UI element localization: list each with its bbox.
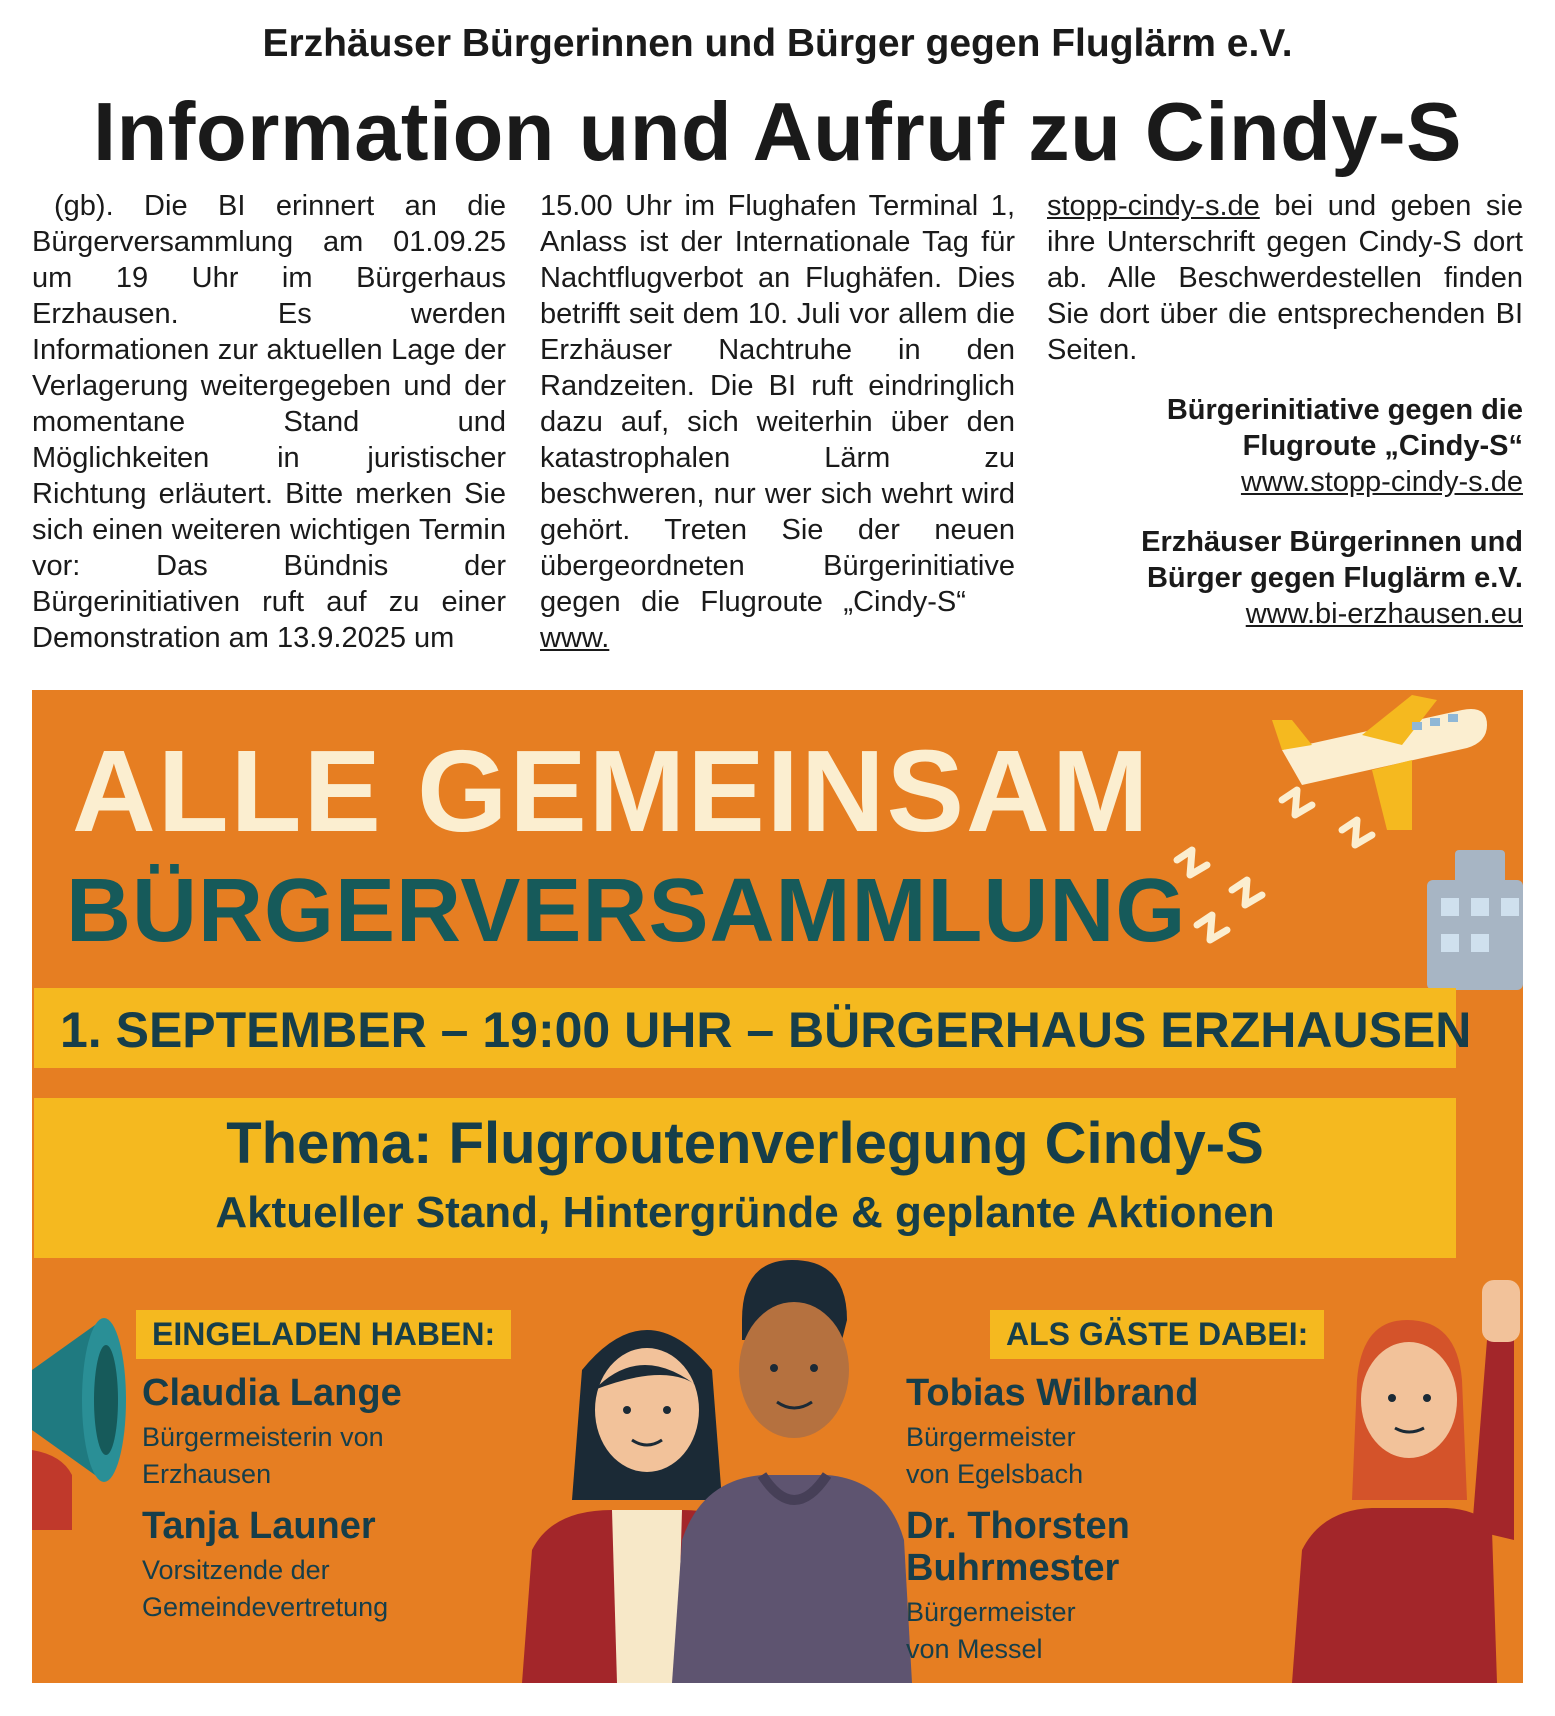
invited-1-role-line1: Bürgermeisterin von [142,1422,384,1452]
article-text-col3-body: bei und geben sie ihre Unterschrift gegen Cindy-S dort ab. Alle Beschwerdestellen finden Sie dort über die entsprechenden BI Seiten. [1047,190,1523,366]
invited-2-name: Tanja Launer [142,1505,376,1547]
signature-1-line2: Flugroute „Cindy-S“ [1242,430,1523,462]
invited-2-role-line1: Vorsitzende der [142,1555,330,1585]
article-link-part2[interactable]: stopp-cindy-s.de [1047,190,1260,222]
guest-2-name-line2: Buhrmester [906,1547,1120,1589]
invited-label: EINGELADEN HABEN: [136,1310,511,1359]
signature-2-line2: Bürger gegen Fluglärm e.V. [1146,562,1523,594]
article-column-1 [32,188,506,656]
guest-1-name: Tobias Wilbrand [906,1372,1199,1414]
article-column-2 [540,188,1015,656]
article-text-col3 [1047,188,1523,368]
poster-theme-sub: Aktueller Stand, Hintergründe & geplante Aktionen [215,1188,1275,1237]
poster-subtitle: BÜRGERVERSAMMLUNG [66,861,1187,961]
organisation-line: Erzhäuser Bürgerinnen und Bürger gegen Fluglärm e.V. [262,22,1293,65]
noise-zigzag-icon [1172,780,1412,950]
guest-2-name-line1: Dr. Thorsten [906,1505,1130,1547]
poster-title: ALLE GEMEINSAM [72,726,1151,856]
invited-2-role-line2: Gemeindevertretung [142,1592,389,1622]
article-text-col2 [540,188,1015,656]
guest-2-role-line1: Bürgermeister [906,1597,1076,1627]
article-link-part1[interactable]: www. [540,622,610,654]
event-poster [32,690,1523,1683]
building-icon [1427,850,1523,990]
megaphone-icon [32,1280,142,1530]
article-column-3 [1047,188,1523,632]
signature-2-line1: Erzhäuser Bürgerinnen und [1141,526,1523,558]
poster-date-line: 1. SEPTEMBER – 19:00 UHR – BÜRGERHAUS ERZHAUSEN [60,1002,1472,1058]
signature-2-url[interactable]: www.bi-erzhausen.eu [1245,598,1523,630]
redhead-woman-illustration [1282,1260,1523,1683]
theme-band [34,1098,1456,1258]
guests-label: ALS GÄSTE DABEI: [990,1310,1324,1359]
invited-1-role-line2: Erzhausen [142,1459,272,1489]
date-band [34,988,1472,1068]
guest-2-role-line2: von Messel [906,1634,1043,1664]
article-headline: Information und Aufruf zu Cindy-S [93,85,1462,178]
invited-1-name: Claudia Lange [142,1372,402,1414]
article-text-col2-body: 15.00 Uhr im Flughafen Terminal 1, Anlass ist der Internationale Tag für Nachtflugverbot an Flughäfen. Dies betrifft seit dem 10. Juli vor allem die Erzhäuser Nachtruhe in den Randzeiten. Die BI ruft eindringlich dazu auf, sich weiterhin über den katastrophalen Lärm zu beschweren, nur wer sich wehrt wird gehört. Treten Sie der neuen übergeordneten Bürgerinitiative gegen die Flugroute „Cindy-S“ [540,190,1015,618]
man-illustration [672,1250,912,1683]
guest-1-role-line2: von Egelsbach [906,1459,1084,1489]
poster-theme: Thema: Flugroutenverlegung Cindy-S [226,1111,1264,1176]
guest-1-role-line1: Bürgermeister [906,1422,1076,1452]
signature-1-line1: Bürgerinitiative gegen die [1166,394,1523,426]
signature-1-url[interactable]: www.stopp-cindy-s.de [1240,466,1523,498]
signature-block-2 [1047,524,1523,632]
signature-block-1 [1047,392,1523,500]
article-text-col1: (gb). Die BI erinnert an die Bürgerversammlung am 01.09.25 um 19 Uhr im Bürgerhaus Erzhausen. Es werden Informationen zur aktuellen Lage der Verlagerung weitergegeben und der momentane Stand und Möglichkeiten in juristischer Richtung erläutert. Bitte merken Sie sich einen weiteren wichtigen Termin vor: Das Bündnis der Bürgerinitiativen ruft auf zu einer Demonstration am 13.9.2025 um [32,190,506,654]
